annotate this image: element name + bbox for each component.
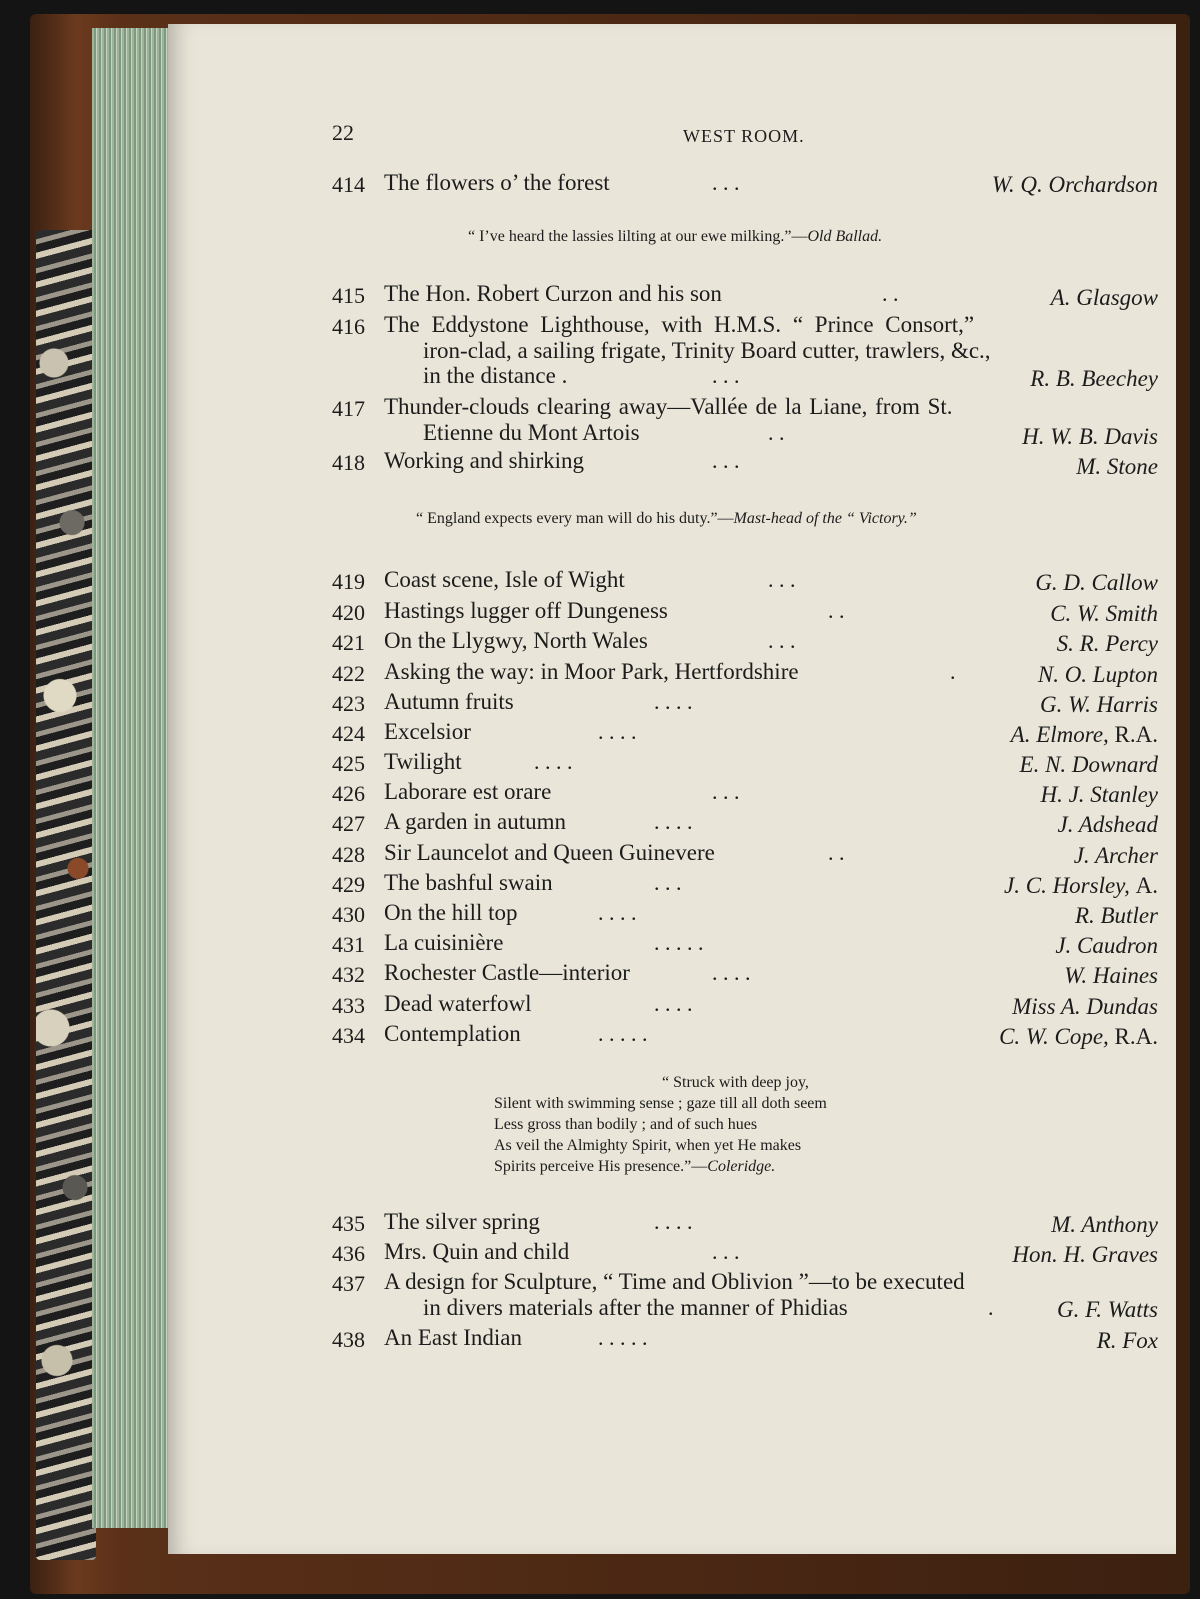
leader-dots: . — [988, 1295, 994, 1320]
entry-number: 420 — [332, 600, 365, 625]
entry-number: 433 — [332, 993, 365, 1018]
entry-artist: H. J. Stanley — [1040, 782, 1158, 807]
quote-414: “ I’ve heard the lassies lilting at our ewe milking.”—Old Ballad. — [468, 228, 883, 245]
verse-line: Less gross than bodily ; and of such hues — [494, 1116, 758, 1133]
entry-artist: M. Stone — [1076, 454, 1158, 479]
entry-artist: E. N. Downard — [1019, 752, 1158, 777]
entry-title-line2: Etienne du Mont Artois — [423, 420, 640, 445]
entry-number: 424 — [332, 721, 365, 746]
leader-dots: . . . . . — [598, 1021, 648, 1046]
entry-artist: W. Haines — [1064, 963, 1158, 988]
entry-artist: J. Adshead — [1057, 812, 1158, 837]
entry-number: 435 — [332, 1211, 365, 1236]
entry-title: Dead waterfowl — [384, 991, 532, 1016]
verse-line: As veil the Almighty Spirit, when yet He makes — [494, 1137, 802, 1154]
entry-title: Working and shirking — [384, 448, 585, 473]
leader-dots: . . . — [712, 448, 740, 473]
leader-dots: . . . — [712, 779, 740, 804]
entry-title: Laborare est orare — [384, 779, 552, 804]
entry-title: Sir Launcelot and Queen Guinevere — [384, 840, 715, 865]
catalogue-page — [168, 24, 1176, 1554]
entry-number: 434 — [332, 1023, 365, 1048]
entry-artist: J. Archer — [1073, 843, 1158, 868]
entry-title: The bashful swain — [384, 870, 553, 895]
verse-line: Silent with swimming sense ; gaze till all doth seem — [494, 1095, 827, 1112]
entry-artist: H. W. B. Davis — [1022, 424, 1158, 449]
entry-title: A design for Sculpture, “ Time and Oblivion ”—to be executed — [384, 1269, 965, 1294]
page-number: 22 — [332, 120, 354, 145]
entry-artist: W. Q. Orchardson — [991, 172, 1158, 197]
entry-number: 428 — [332, 842, 365, 867]
entry-title-line2: in divers materials after the manner of Phidias — [423, 1295, 848, 1320]
entry-title: Coast scene, Isle of Wight — [384, 567, 625, 592]
entry-title: Twilight — [384, 749, 462, 774]
leader-dots: . . . — [712, 363, 740, 388]
entry-number: 429 — [332, 872, 365, 897]
leader-dots: . . . . — [712, 960, 751, 985]
entry-number: 418 — [332, 450, 365, 475]
entry-number: 426 — [332, 781, 365, 806]
leader-dots: . . . — [768, 628, 796, 653]
leader-dots: . . — [828, 840, 845, 865]
entry-number: 430 — [332, 902, 365, 927]
entry-title: The silver spring — [384, 1209, 540, 1234]
entry-title-line3: in the distance . — [423, 363, 568, 388]
entry-artist: J. Caudron — [1055, 933, 1158, 958]
entry-artist: G. F. Watts — [1057, 1297, 1158, 1322]
leader-dots: . . . . . — [654, 930, 704, 955]
marbled-endpaper — [36, 230, 96, 1560]
entry-artist: R. B. Beechey — [1030, 366, 1158, 391]
entry-title: Rochester Castle—interior — [384, 960, 630, 985]
quote-418: “ England expects every man will do his duty.”—Mast-head of the “ Victory.” — [416, 510, 917, 527]
entry-number: 427 — [332, 811, 365, 836]
entry-title: Hastings lugger off Dungeness — [384, 598, 668, 623]
entry-title: On the Llygwy, North Wales — [384, 628, 648, 653]
entry-artist: G. D. Callow — [1035, 570, 1158, 595]
leader-dots: . . . . . — [598, 1325, 648, 1350]
leader-dots: . . . — [712, 1239, 740, 1264]
entry-number: 436 — [332, 1241, 365, 1266]
entry-number: 432 — [332, 962, 365, 987]
entry-artist: Miss A. Dundas — [1012, 994, 1158, 1019]
entry-number: 425 — [332, 751, 365, 776]
entry-number: 417 — [332, 396, 365, 421]
entry-title: La cuisinière — [384, 930, 504, 955]
entry-title-line2: iron-clad, a sailing frigate, Trinity Board cutter, trawlers, &c., — [423, 338, 991, 363]
leader-dots: . . . . — [534, 749, 573, 774]
leader-dots: . . . . — [598, 719, 637, 744]
verse-line: “ Struck with deep joy, — [662, 1074, 809, 1091]
entry-number: 415 — [332, 283, 365, 308]
entry-artist: G. W. Harris — [1039, 692, 1158, 717]
entry-number: 437 — [332, 1271, 365, 1296]
entry-artist: A. Glasgow — [1050, 285, 1158, 310]
entry-artist: J. C. Horsley, A. — [1004, 873, 1158, 898]
entry-number: 416 — [332, 314, 365, 339]
entry-title: The Hon. Robert Curzon and his son — [384, 281, 722, 306]
leader-dots: . . . . — [654, 689, 693, 714]
leader-dots: . . . — [712, 170, 740, 195]
leader-dots: . . . — [654, 870, 682, 895]
leader-dots: . . . . — [654, 991, 693, 1016]
entry-artist: R. Fox — [1096, 1328, 1158, 1353]
entry-title: Excelsior — [384, 719, 471, 744]
entry-number: 414 — [332, 172, 365, 197]
leader-dots: . . . . — [598, 900, 637, 925]
leader-dots: . . — [768, 420, 785, 445]
entry-title: The flowers o’ the forest — [384, 170, 610, 195]
entry-title: Asking the way: in Moor Park, Hertfordshire — [384, 659, 799, 684]
entry-number: 431 — [332, 932, 365, 957]
leader-dots: . . — [882, 281, 899, 306]
entry-artist: C. W. Smith — [1050, 601, 1158, 626]
entry-number: 423 — [332, 691, 365, 716]
entry-artist: A. Elmore, R.A. — [1010, 722, 1158, 747]
entry-artist: S. R. Percy — [1056, 631, 1158, 656]
entry-title: On the hill top — [384, 900, 518, 925]
entry-artist: M. Anthony — [1051, 1212, 1158, 1237]
entry-number: 438 — [332, 1327, 365, 1352]
leader-dots: . . . . — [654, 809, 693, 834]
verse-line: Spirits perceive His presence.”—Coleridge. — [494, 1158, 776, 1175]
entry-artist: C. W. Cope, R.A. — [999, 1024, 1158, 1049]
entry-number: 419 — [332, 569, 365, 594]
leader-dots: . . — [828, 598, 845, 623]
page-edges — [92, 28, 172, 1528]
leader-dots: . . . . — [654, 1209, 693, 1234]
entry-number: 421 — [332, 630, 365, 655]
page-heading: WEST ROOM. — [683, 126, 805, 146]
entry-title: Contemplation — [384, 1021, 521, 1046]
entry-title: A garden in autumn — [384, 809, 567, 834]
entry-title: The Eddystone Lighthouse, with H.M.S. “ Prince Consort,” — [384, 312, 975, 337]
leader-dots: . . . — [768, 567, 796, 592]
entry-artist: Hon. H. Graves — [1012, 1242, 1158, 1267]
entry-title: Thunder-clouds clearing away—Vallée de la Liane, from St. — [384, 394, 953, 419]
leader-dots: . — [950, 659, 956, 684]
entry-title: An East Indian — [384, 1325, 522, 1350]
entry-number: 422 — [332, 661, 365, 686]
entry-title: Mrs. Quin and child — [384, 1239, 570, 1264]
entry-title: Autumn fruits — [384, 689, 514, 714]
entry-artist: N. O. Lupton — [1037, 662, 1158, 687]
entry-artist: R. Butler — [1074, 903, 1158, 928]
